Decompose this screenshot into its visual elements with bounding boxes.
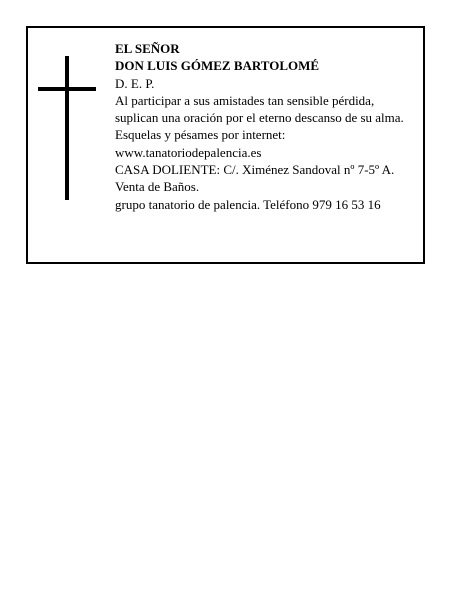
address-line-2: Venta de Baños. [115,179,200,195]
online-label: Esquelas y pésames por internet: [115,127,286,143]
message-line-1: Al participar a sus amistades tan sensible pérdida, [115,92,375,108]
message-line-2: suplican una oración por el eterno descanso de su alma. [115,110,404,126]
website-link[interactable]: www.tanatoriodepalencia.es [115,144,262,160]
cross-horizontal-bar [38,87,96,91]
deceased-name: DON LUIS GÓMEZ BARTOLOMÉ [115,58,320,74]
obituary-notice [26,26,425,264]
footer-text: grupo tanatorio de palencia. Teléfono 979 16 53 16 [115,196,381,212]
notice-text [115,40,421,213]
notice-title: EL SEÑOR [115,41,180,56]
cross-icon [38,56,96,200]
address-line-1: CASA DOLIENTE: C/. Ximénez Sandoval nº 7-5º A. [115,162,395,178]
dep-text: D. E. P. [115,75,155,91]
cross-vertical-bar [65,56,69,200]
